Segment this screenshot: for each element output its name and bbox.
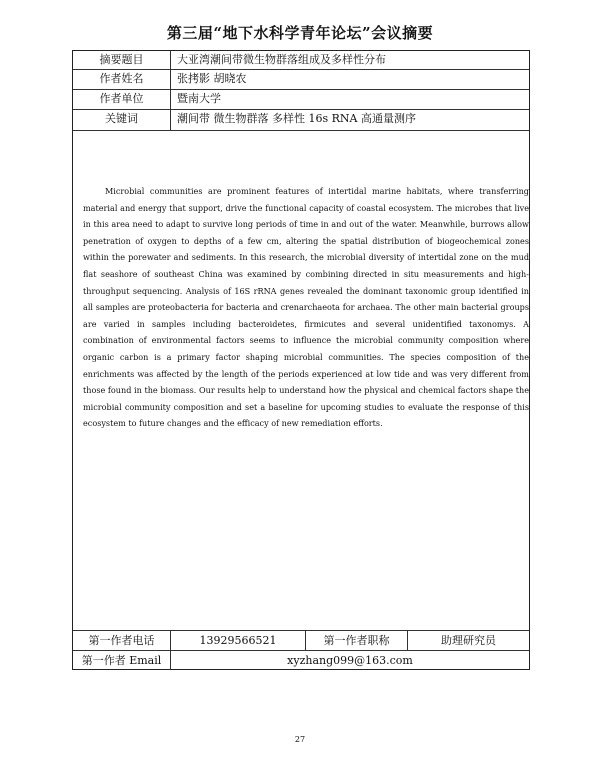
value-phone: 13929566521 xyxy=(171,631,306,650)
value-job-title: 助理研究员 xyxy=(441,634,496,647)
value-authors: 张拷影 胡晓农 xyxy=(177,72,247,85)
label-keywords: 关键词 xyxy=(73,110,171,130)
value-keywords: 潮间带 微生物群落 多样性 16s RNA 高通量测序 xyxy=(177,112,416,125)
page-title: 第三届“地下水科学青年论坛”会议摘要 xyxy=(166,24,434,42)
abstract-text: Microbial communities are prominent features of intertidal marine habitats, where transferring material and energy that support, drive the functional capacity of coastal ecosystem. The microbes that live in this area need to adapt to survive long periods of time in and out of the water. Meanwhile, burrows allow penetration of oxygen to depths of a few cm, altering the spatial distribution of biogeochemical zones within the porewater and sediments. In this research, the microbial diversity of intertidal zone on the mud flat seashore of southeast China was examined by combining directed in situ measurements and high-throughput sequencing. Analysis of 16S rRNA genes revealed the dominant taxonomic group identified in all samples are proteobacteria for bacteria and crenarchaeota for archaea. The other main bacterial groups are varied in samples including bacteroidetes, firmicutes and several unidentified taxonomys. A combination of environmental factors seems to influence the microbial community composition where organic carbon is a primary factor shaping microbial communities. The species composition of the enrichments was affected by the length of the periods experienced at low tide and was very different from those found in the biomass. Our results help to understand how the physical and chemical factors shape the microbial community composition and set a baseline for upcoming studies to evaluate the response of this ecosystem to future changes and the efficacy of new remediation efforts. xyxy=(83,186,529,429)
label-title: 摘要题目 xyxy=(73,51,171,69)
label-authors: 作者姓名 xyxy=(73,70,171,89)
label-phone: 第一作者电话 xyxy=(73,631,171,650)
value-title: 大亚湾潮间带微生物群落组成及多样性分布 xyxy=(177,53,386,66)
row-keywords xyxy=(73,110,529,131)
label-email: 第一作者 Email xyxy=(73,651,171,670)
label-job-title: 第一作者职称 xyxy=(306,631,408,650)
label-affiliation: 作者单位 xyxy=(73,90,171,109)
row-affiliation xyxy=(73,90,529,110)
row-title xyxy=(73,51,529,70)
row-authors xyxy=(73,70,529,90)
row-email xyxy=(73,651,529,670)
page-number: 27 xyxy=(294,735,306,744)
abstract-form xyxy=(72,50,530,670)
value-email: xyzhang099@163.com xyxy=(287,654,413,667)
row-phone-title xyxy=(73,630,529,651)
value-affiliation: 暨南大学 xyxy=(177,92,221,105)
